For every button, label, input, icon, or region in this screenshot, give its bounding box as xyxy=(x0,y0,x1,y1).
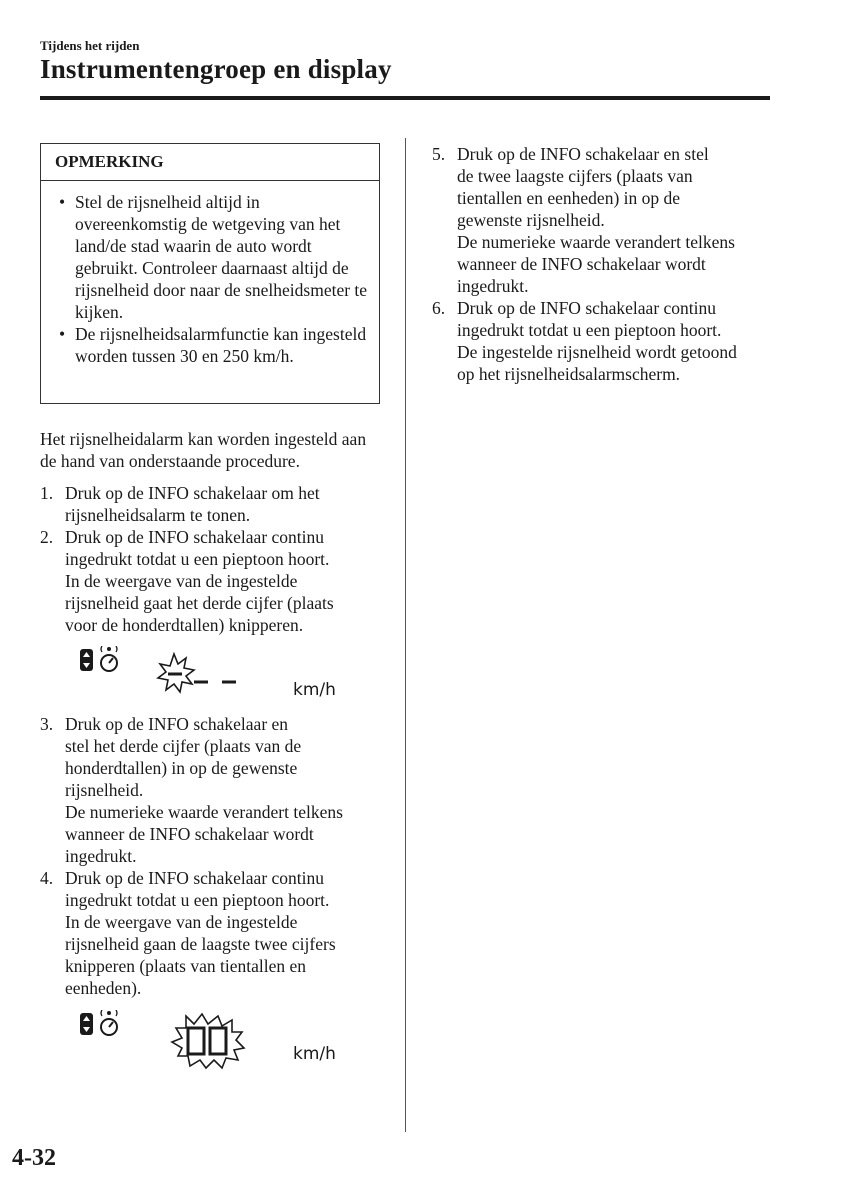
step-line: Druk op de INFO schakelaar continu xyxy=(65,868,325,888)
step-line: gewenste rijsnelheid. xyxy=(457,210,605,230)
step-number: 3. xyxy=(40,714,54,734)
step-line: ingedrukt totdat u een pieptoon hoort. xyxy=(65,890,330,910)
page-number: 4-32 xyxy=(12,1145,56,1171)
step-line: In de weergave van de ingestelde xyxy=(65,571,298,591)
note-box xyxy=(40,143,380,404)
step-item xyxy=(40,526,390,636)
page-title: Instrumentengroep en display xyxy=(40,54,392,84)
step-item xyxy=(40,867,390,999)
blinking-digit-display xyxy=(156,644,266,708)
step-item xyxy=(432,297,777,385)
step-line: In de weergave van de ingestelde xyxy=(65,912,298,932)
section-label: Tijdens het rijden xyxy=(40,38,140,53)
step-line: ingedrukt. xyxy=(457,276,529,296)
step-line: op het rijsnelheidsalarmscherm. xyxy=(457,364,681,384)
digit-zero xyxy=(210,1028,226,1054)
step-line: Druk op de INFO schakelaar en stel xyxy=(457,144,709,164)
step-line: eenheden). xyxy=(65,978,142,998)
step-number: 4. xyxy=(40,868,54,888)
note-heading: OPMERKING xyxy=(41,144,379,181)
note-item xyxy=(59,323,369,367)
step-line: ingedrukt. xyxy=(65,846,137,866)
step-line: wanneer de INFO schakelaar wordt xyxy=(457,254,706,274)
column-divider xyxy=(405,138,406,1132)
step-line: rijsnelheid gaat het derde cijfer (plaats xyxy=(65,593,334,613)
step-line: De numerieke waarde verandert telkens xyxy=(65,802,343,822)
step-item xyxy=(432,143,777,297)
speed-unit-label: km/h xyxy=(293,1044,336,1064)
step-line: rijsnelheidsalarm te tonen. xyxy=(65,505,251,525)
step-number: 2. xyxy=(40,527,54,547)
step-line: knipperen (plaats van tientallen en xyxy=(65,956,307,976)
blinking-digit-display xyxy=(156,1008,266,1072)
step-line: voor de honderdtallen) knipperen. xyxy=(65,615,304,635)
step-line: Druk op de INFO schakelaar om het xyxy=(65,483,320,503)
step-line: rijsnelheid gaan de laagste twee cijfers xyxy=(65,934,336,954)
step-item xyxy=(40,713,390,867)
step-number: 1. xyxy=(40,483,54,503)
steps-list-c xyxy=(432,143,777,385)
step-line: De numerieke waarde verandert telkens xyxy=(457,232,735,252)
note-item-text: De rijsnelheidsalarmfunctie kan ingesteld worden tussen 30 en 250 km/h. xyxy=(75,324,367,366)
step-line: wanneer de INFO schakelaar wordt xyxy=(65,824,314,844)
step-line: Druk op de INFO schakelaar continu xyxy=(65,527,325,547)
step-line: tientallen en eenheden) in op de xyxy=(457,188,681,208)
steps-list-a xyxy=(40,482,390,636)
note-item-text: Stel de rijsnelheid altijd in overeenkomstig de wetgeving van het land/de stad waarin de auto wordt gebruikt. Controleer daarnaast altijd de rijsnelheid door naar de snelheidsmeter te kijken. xyxy=(75,192,368,322)
step-line: stel het derde cijfer (plaats van de xyxy=(65,736,302,756)
step-line: Druk op de INFO schakelaar continu xyxy=(457,298,717,318)
speed-alarm-icon xyxy=(78,1010,126,1038)
digit-zero xyxy=(188,1028,204,1054)
note-item xyxy=(59,191,369,323)
step-line: Druk op de INFO schakelaar en xyxy=(65,714,289,734)
step-line: honderdtallen) in op de gewenste xyxy=(65,758,298,778)
intro-paragraph: Het rijsnelheidalarm kan worden ingesteld aan de hand van onderstaande procedure. xyxy=(40,429,367,471)
bullet: • xyxy=(59,192,66,212)
step-line: ingedrukt totdat u een pieptoon hoort. xyxy=(65,549,330,569)
title-rule xyxy=(40,96,770,100)
speed-unit-label: km/h xyxy=(293,680,336,700)
step-line: ingedrukt totdat u een pieptoon hoort. xyxy=(457,320,722,340)
steps-list-b xyxy=(40,713,390,999)
blink-burst-icon xyxy=(172,1014,244,1068)
step-line: rijsnelheid. xyxy=(65,780,144,800)
speed-display-figure xyxy=(78,644,378,708)
step-item xyxy=(40,482,390,526)
bullet: • xyxy=(59,324,66,344)
note-list xyxy=(41,181,379,367)
step-line: De ingestelde rijsnelheid wordt getoond xyxy=(457,342,737,362)
step-number: 6. xyxy=(432,298,446,318)
speed-alarm-icon xyxy=(78,646,126,674)
speed-display-figure xyxy=(78,1008,378,1072)
step-number: 5. xyxy=(432,144,446,164)
step-line: de twee laagste cijfers (plaats van xyxy=(457,166,693,186)
